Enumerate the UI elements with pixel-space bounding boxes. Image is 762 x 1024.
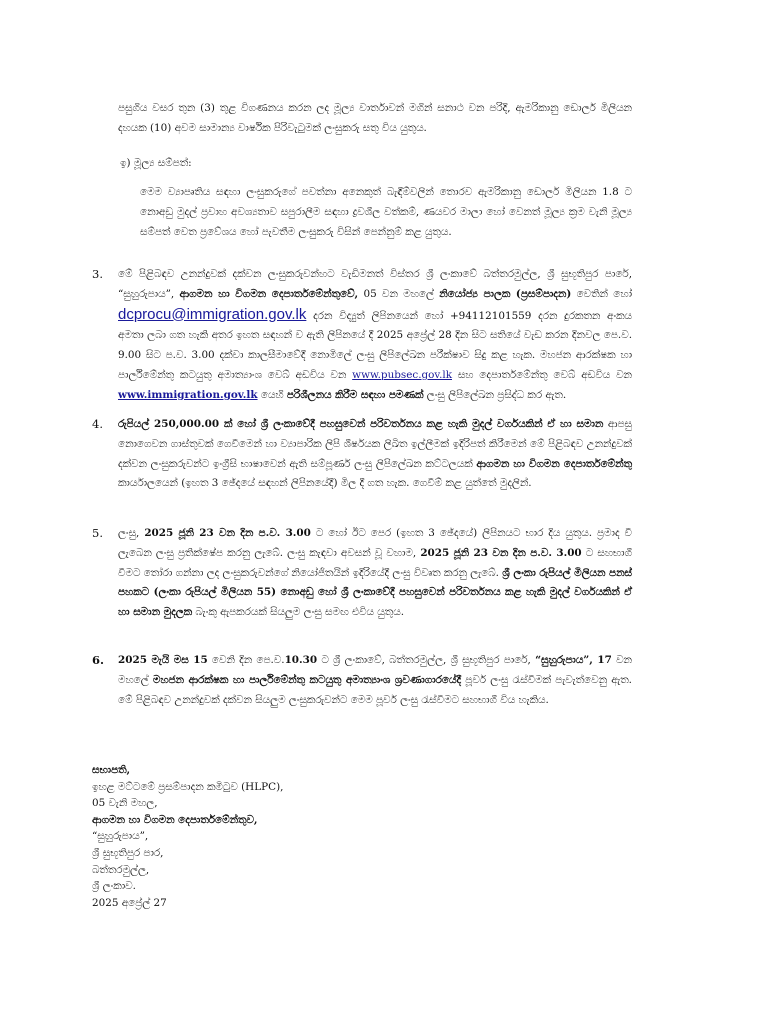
- signature-building: “සුහුරුපාය”,: [92, 830, 149, 843]
- para5-text-4: බැංකු ඇපකරයක් සියලුම ලංසු සමඟ එවිය යුතුය.: [192, 606, 404, 619]
- financial-resources-paragraph: [140, 183, 632, 263]
- para3-reference-bold: පරිශීලනය කිරීම සඳහා පමණක්: [286, 388, 424, 401]
- signature-committee: ඉහළ මට්ටමේ ප්‍රසම්පාදන කමිටුව (HLPC),: [92, 780, 284, 793]
- para6-time-bold: 10.30: [284, 654, 318, 666]
- signature-country: ශ්‍රී ලංකාව.: [92, 880, 136, 893]
- para5-opening-bold: 2025 ජූනි 23 වන දින ප.ව. 3.00: [420, 546, 582, 559]
- para5-text-1: ලංසු,: [118, 527, 145, 539]
- turnover-text: පසුගිය වසර තුන (3) තුළ විගණනය කරන ලද මූල්‍ය වාර්තාවන් මගින් සනාථ වන පරිදි, ඇමරිකානු ඩොලර් මිලියන දහයක (10) අවම සාමාන්‍ය වාර්ෂික පිරිවැටුමක් ලංසුකරු සතු විය යුතුය.: [118, 102, 632, 134]
- financial-resources-text: මෙම ව්‍යාපෘතිය සඳහා ලංසුකරුගේ පවත්නා අනෙකුත් බැඳීම්වලින් තොරව ඇමරිකානු ඩොලර් මිලියන 1.8 ට නොඅඩු මුදල් ප්‍රවාහ අවශ්‍යතාව සපුරාලීම සඳහා ද්‍රවශීල වත්කම්, ණයවර මාලා හෝ වෙනත් මූල්‍ය ක්‍රම වැනි මූල්‍ය සම්පත් වෙත ප්‍රවේශය හෝ පැවතීම ලංසුකරු විසින් පෙන්නුම් කළ යුතුය.: [140, 186, 632, 238]
- para6-number: 6.: [92, 653, 105, 667]
- procurement-email-link[interactable]: dcprocu@immigration.gov.lk: [118, 305, 307, 323]
- signature-road: ශ්‍රී සුභූතිපුර පාර,: [92, 846, 164, 859]
- para4-dept-bold: ආගමන හා විගමන දෙපාර්තමේන්තු: [476, 457, 633, 470]
- para6-venue-bold: මහජන ආරක්ෂක හා පාර්ලිමේන්තු කටයුතු අමාත්‍යාංශ ශ්‍රවණාගාරයේදී: [152, 673, 462, 686]
- para3-text-6: යෙහි: [257, 388, 287, 401]
- para3-body: [118, 265, 632, 437]
- financial-resources-label: [120, 154, 420, 174]
- signature-date: 2025 අප්‍රේල් 27: [92, 896, 167, 909]
- para3-text-5: සහ දෙපාර්තමේන්තු වෙබ් අඩවිය වන: [452, 368, 632, 381]
- signature-floor: 05 වැනි මහල,: [92, 797, 158, 810]
- signature-city: බත්තරමුල්ල,: [92, 863, 150, 876]
- immigration-website-link[interactable]: www.immigration.gov.lk: [118, 388, 258, 401]
- para5-text-2: ට හෝ ඊට පෙර (ඉහත 3 ඡේදයේ) ලිපිනයට භාර දිය යුතුය. ප්‍රමාද වී ලැබෙන ලංසු ප්‍රතික්ෂේප කරනු ලැබේ. ලංසු කැඳවා අවසන් වූ වහාම,: [118, 527, 632, 559]
- para5-body: [118, 524, 632, 644]
- para6-date-bold: 2025 මැයි මස 15: [118, 654, 208, 666]
- para3-controller-bold: නියෝජ්‍ය පාලක (ප්‍රසම්පාදන): [439, 287, 572, 300]
- para3-dept-bold: ආගමන හා විගමන දෙපාර්තමේන්තුවේ,: [179, 287, 359, 300]
- para4-text-2: කාර්යාලයෙන් (ඉහත 3 ඡේදයේ සඳහන් ලිපිනයේදී) මිල දී ගත හැක. ගෙවීම් කළ යුත්තේ මුදලින්.: [118, 477, 532, 490]
- para6-text-2: ට ශ්‍රී ලංකාවේ, බත්තරමුල්ල, ශ්‍රී සුභූතිපුර පාරේ,: [317, 654, 536, 666]
- para3-text-2: 05 වන මහලේ: [358, 287, 440, 300]
- para4-fee-bold: රුපියල් 250,000.00 ක් හෝ ශ්‍රී ලංකාවේදී පහසුවෙන් පරිවර්තනය කළ හැකි මුදල් වර්ගයකින් ඒ හා සමාන: [118, 418, 604, 430]
- signature-block: [92, 762, 283, 911]
- para3-text-4: දරන විද්‍යුත් ලිපිනයෙන් හෝ +94112101559 දරන දුරකතන අංකය අමතා ලබා ගත හැකි අතර ඉහත සඳහන් ව ඇති ලිපිනයේ දී 2025 අප්‍රේල් 28 දින සිට සතියේ වැඩ කරන දිනවල පෙ.ව. 9.00 සිට ප.ව. 3.00 දක්වා කාලසීමාවේදී නොමිලේ ලංසු ලිපිලේඛන පරීක්ෂාව සිදු කළ හැක. මහජන ආරක්ෂක හා පාර්ලිමේන්තු කටයුතු අමාත්‍යාංශ වෙබ් අඩවිය වන: [118, 309, 632, 381]
- signature-title: සභාපති,: [92, 764, 131, 776]
- pubsec-website-link[interactable]: www.pubsec.gov.lk: [352, 368, 452, 381]
- para6-text-4: පූර්ව ලංසු රැස්වීමක් පැවැත්වෙනු ඇත. මේ පිළිබඳව උනන්දුවක් දක්වන සියලුම ලංසුකරුවන්ට මෙම පූර්ව ලංසු රැස්වීමට සහභාගී විය හැකිය.: [118, 673, 632, 706]
- para3-text-1: මේ පිළිබඳව උනන්දුවක් දක්වන ලංසුකරුවන්හට වැඩිමනත් විස්තර ශ්‍රී ලංකාවේ බත්තරමුල්ල, ශ්‍රී සුභූතිපුර පාරේ, “සුහුරුපාය”,: [118, 268, 632, 300]
- para6-text-3: වන මහලේ: [118, 654, 632, 686]
- para4-text-1: ආපසු නොගෙවන ගාස්තුවක් ගෙවීමෙන් හා ව්‍යාපාරික ලිපි ශීර්ෂයක ලිඛිත ඉල්ලීමක් ඉදිරිපත් කිරීමෙන් මේ පිළිබඳව උනන්දුවක් දක්වන ලංසුකරුවන්ට ඉංග්‍රීසි භාෂාවෙන් ඇති සම්පූර්ණ ලංසු ලිපිලේඛන කට්ටලයක්: [118, 418, 632, 470]
- para3-number: 3.: [92, 267, 103, 281]
- signature-department: ආගමන හා විගමන දෙපාර්තමේන්තුව,: [92, 813, 258, 826]
- para5-number: 5.: [92, 526, 103, 540]
- turnover-paragraph: [118, 99, 632, 139]
- para5-security-bold: ශ්‍රී ලංකා රුපියල් මිලියන පනස් පහකට (ලංකා රුපියල් මිලියන 55) නොඅඩු හෝ ශ්‍රී ලංකාවේදී පහසුවෙන් පරිවර්තනය කළ හැකි මුදල් වර්ගයකින් ඒ හා සමාන මුදලක: [118, 566, 632, 619]
- para4-body: [118, 415, 632, 515]
- para6-building-bold: “සුහුරුපාය”, 17: [535, 654, 612, 666]
- para4-number: 4.: [92, 417, 103, 431]
- para3-text-3: වෙතින් හෝ: [571, 287, 632, 300]
- para6-text-1: වෙනි දින පෙ.ව.: [207, 654, 285, 666]
- para5-text-3: ට සහභාගී වීමට තෝරා ගන්නා ලද ලංසුකරුවන්ගේ නියෝජිතයින් ඉදිරියේදී ලංසු විවෘත කරනු ලැබේ.: [118, 546, 633, 579]
- para5-deadline-bold: 2025 ජූනි 23 වන දින ප.ව. 3.00: [144, 527, 311, 539]
- para6-body: [118, 651, 632, 731]
- para3-text-7: ලංසු ලිපිලේඛන ප්‍රසිද්ධ කර ඇත.: [423, 388, 567, 401]
- financial-resources-label-text: ඉ) මූල්‍ය සම්පත්:: [120, 157, 192, 169]
